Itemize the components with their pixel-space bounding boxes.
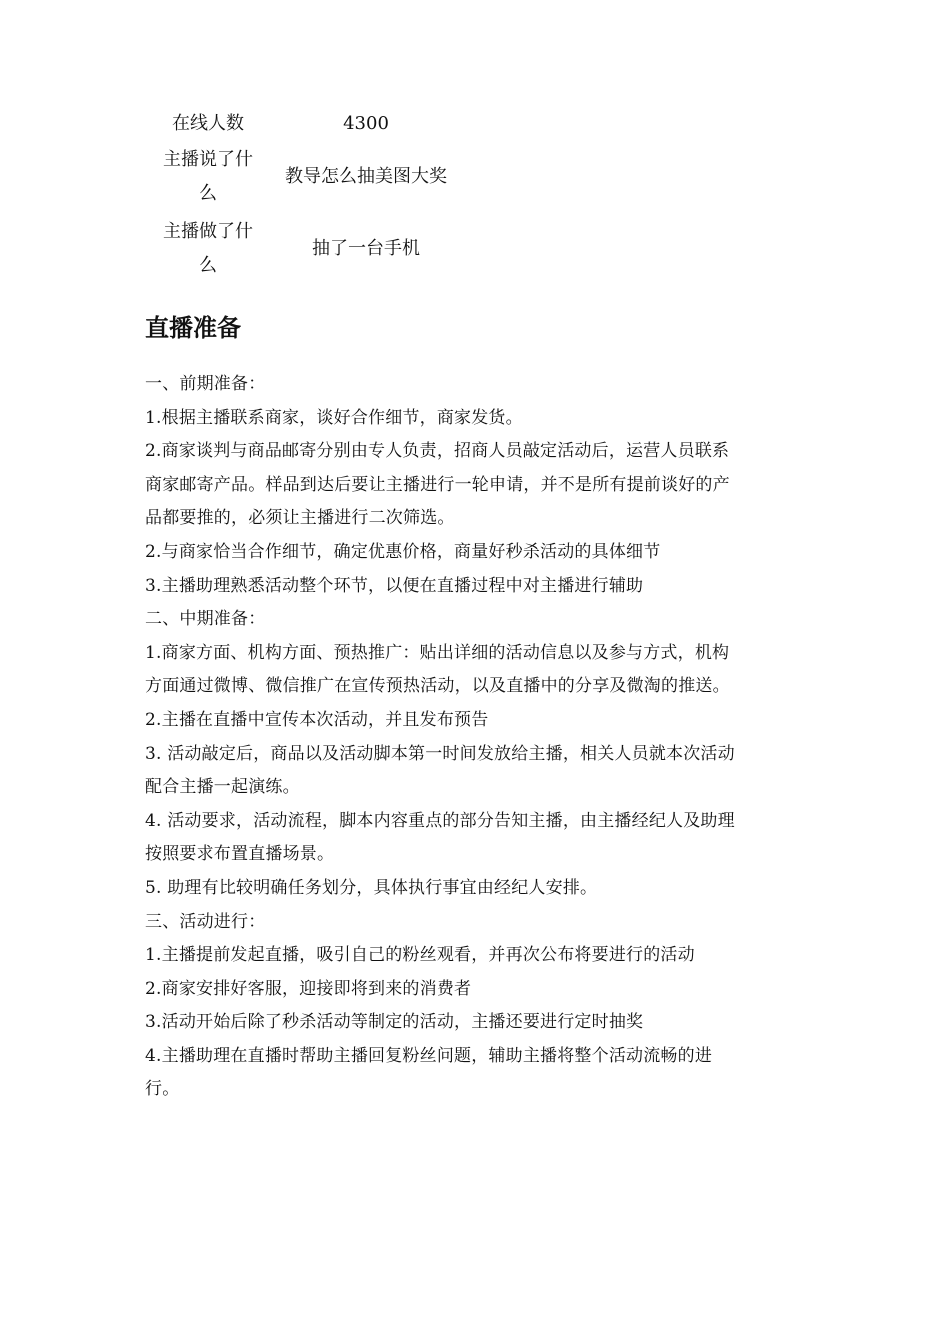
row-label: 主播说了什么 <box>163 149 253 204</box>
row-label: 在线人数 <box>172 113 244 134</box>
info-table <box>160 107 476 285</box>
body-line: 配合主播一起演练。 <box>145 777 300 798</box>
body-line: 1.主播提前发起直播，吸引自己的粉丝观看，并再次公布将要进行的活动 <box>145 945 695 966</box>
section-heading: 直播准备 <box>145 314 241 342</box>
section-body <box>145 368 810 1107</box>
body-line: 二、中期准备： <box>145 609 266 630</box>
body-line: 品都要推的，必须让主播进行二次筛选。 <box>145 508 455 529</box>
body-line: 一、前期准备： <box>145 374 266 394</box>
body-line: 2.主播在直播中宣传本次活动，并且发布预告 <box>145 709 489 730</box>
body-line: 商家邮寄产品。样品到达后要让主播进行一轮申请，并不是所有提前谈好的产 <box>145 474 730 495</box>
row-value: 教导怎么抽美图大奖 <box>285 166 447 187</box>
body-line: 1.商家方面、机构方面、预热推广：贴出详细的活动信息以及参与方式，机构 <box>145 642 730 663</box>
body-line: 2.商家安排好客服，迎接即将到来的消费者 <box>145 978 472 999</box>
body-line: 3.活动开始后除了秒杀活动等制定的活动，主播还要进行定时抽奖 <box>145 1012 644 1033</box>
body-line: 3. 活动敲定后，商品以及活动脚本第一时间发放给主播，相关人员就本次活动 <box>145 743 735 764</box>
body-line: 三、活动进行： <box>145 911 266 932</box>
table-row <box>160 213 476 285</box>
body-line: 4.主播助理在直播时帮助主播回复粉丝问题，辅助主播将整个活动流畅的进 <box>145 1045 713 1066</box>
body-line: 行。 <box>145 1079 180 1100</box>
body-line: 2.商家谈判与商品邮寄分别由专人负责，招商人员敲定活动后，运营人员联系 <box>145 441 730 462</box>
body-line: 3.主播助理熟悉活动整个环节，以便在直播过程中对主播进行辅助 <box>145 575 644 596</box>
body-line: 4. 活动要求，活动流程，脚本内容重点的部分告知主播，由主播经纪人及助理 <box>145 810 735 831</box>
body-line: 按照要求布置直播场景。 <box>145 844 335 865</box>
body-line: 2.与商家恰当合作细节，确定优惠价格，商量好秒杀活动的具体细节 <box>145 541 661 562</box>
body-line: 5. 助理有比较明确任务划分，具体执行事宜由经纪人安排。 <box>145 877 598 898</box>
body-line: 1.根据主播联系商家，谈好合作细节，商家发货。 <box>145 407 523 428</box>
body-line: 方面通过微博、微信推广在宣传预热活动，以及直播中的分享及微淘的推送。 <box>145 676 730 697</box>
table-row <box>160 107 476 141</box>
row-label: 主播做了什么 <box>163 221 253 276</box>
row-value: 4300 <box>343 113 389 134</box>
table-row <box>160 141 476 213</box>
row-value: 抽了一台手机 <box>312 238 420 259</box>
